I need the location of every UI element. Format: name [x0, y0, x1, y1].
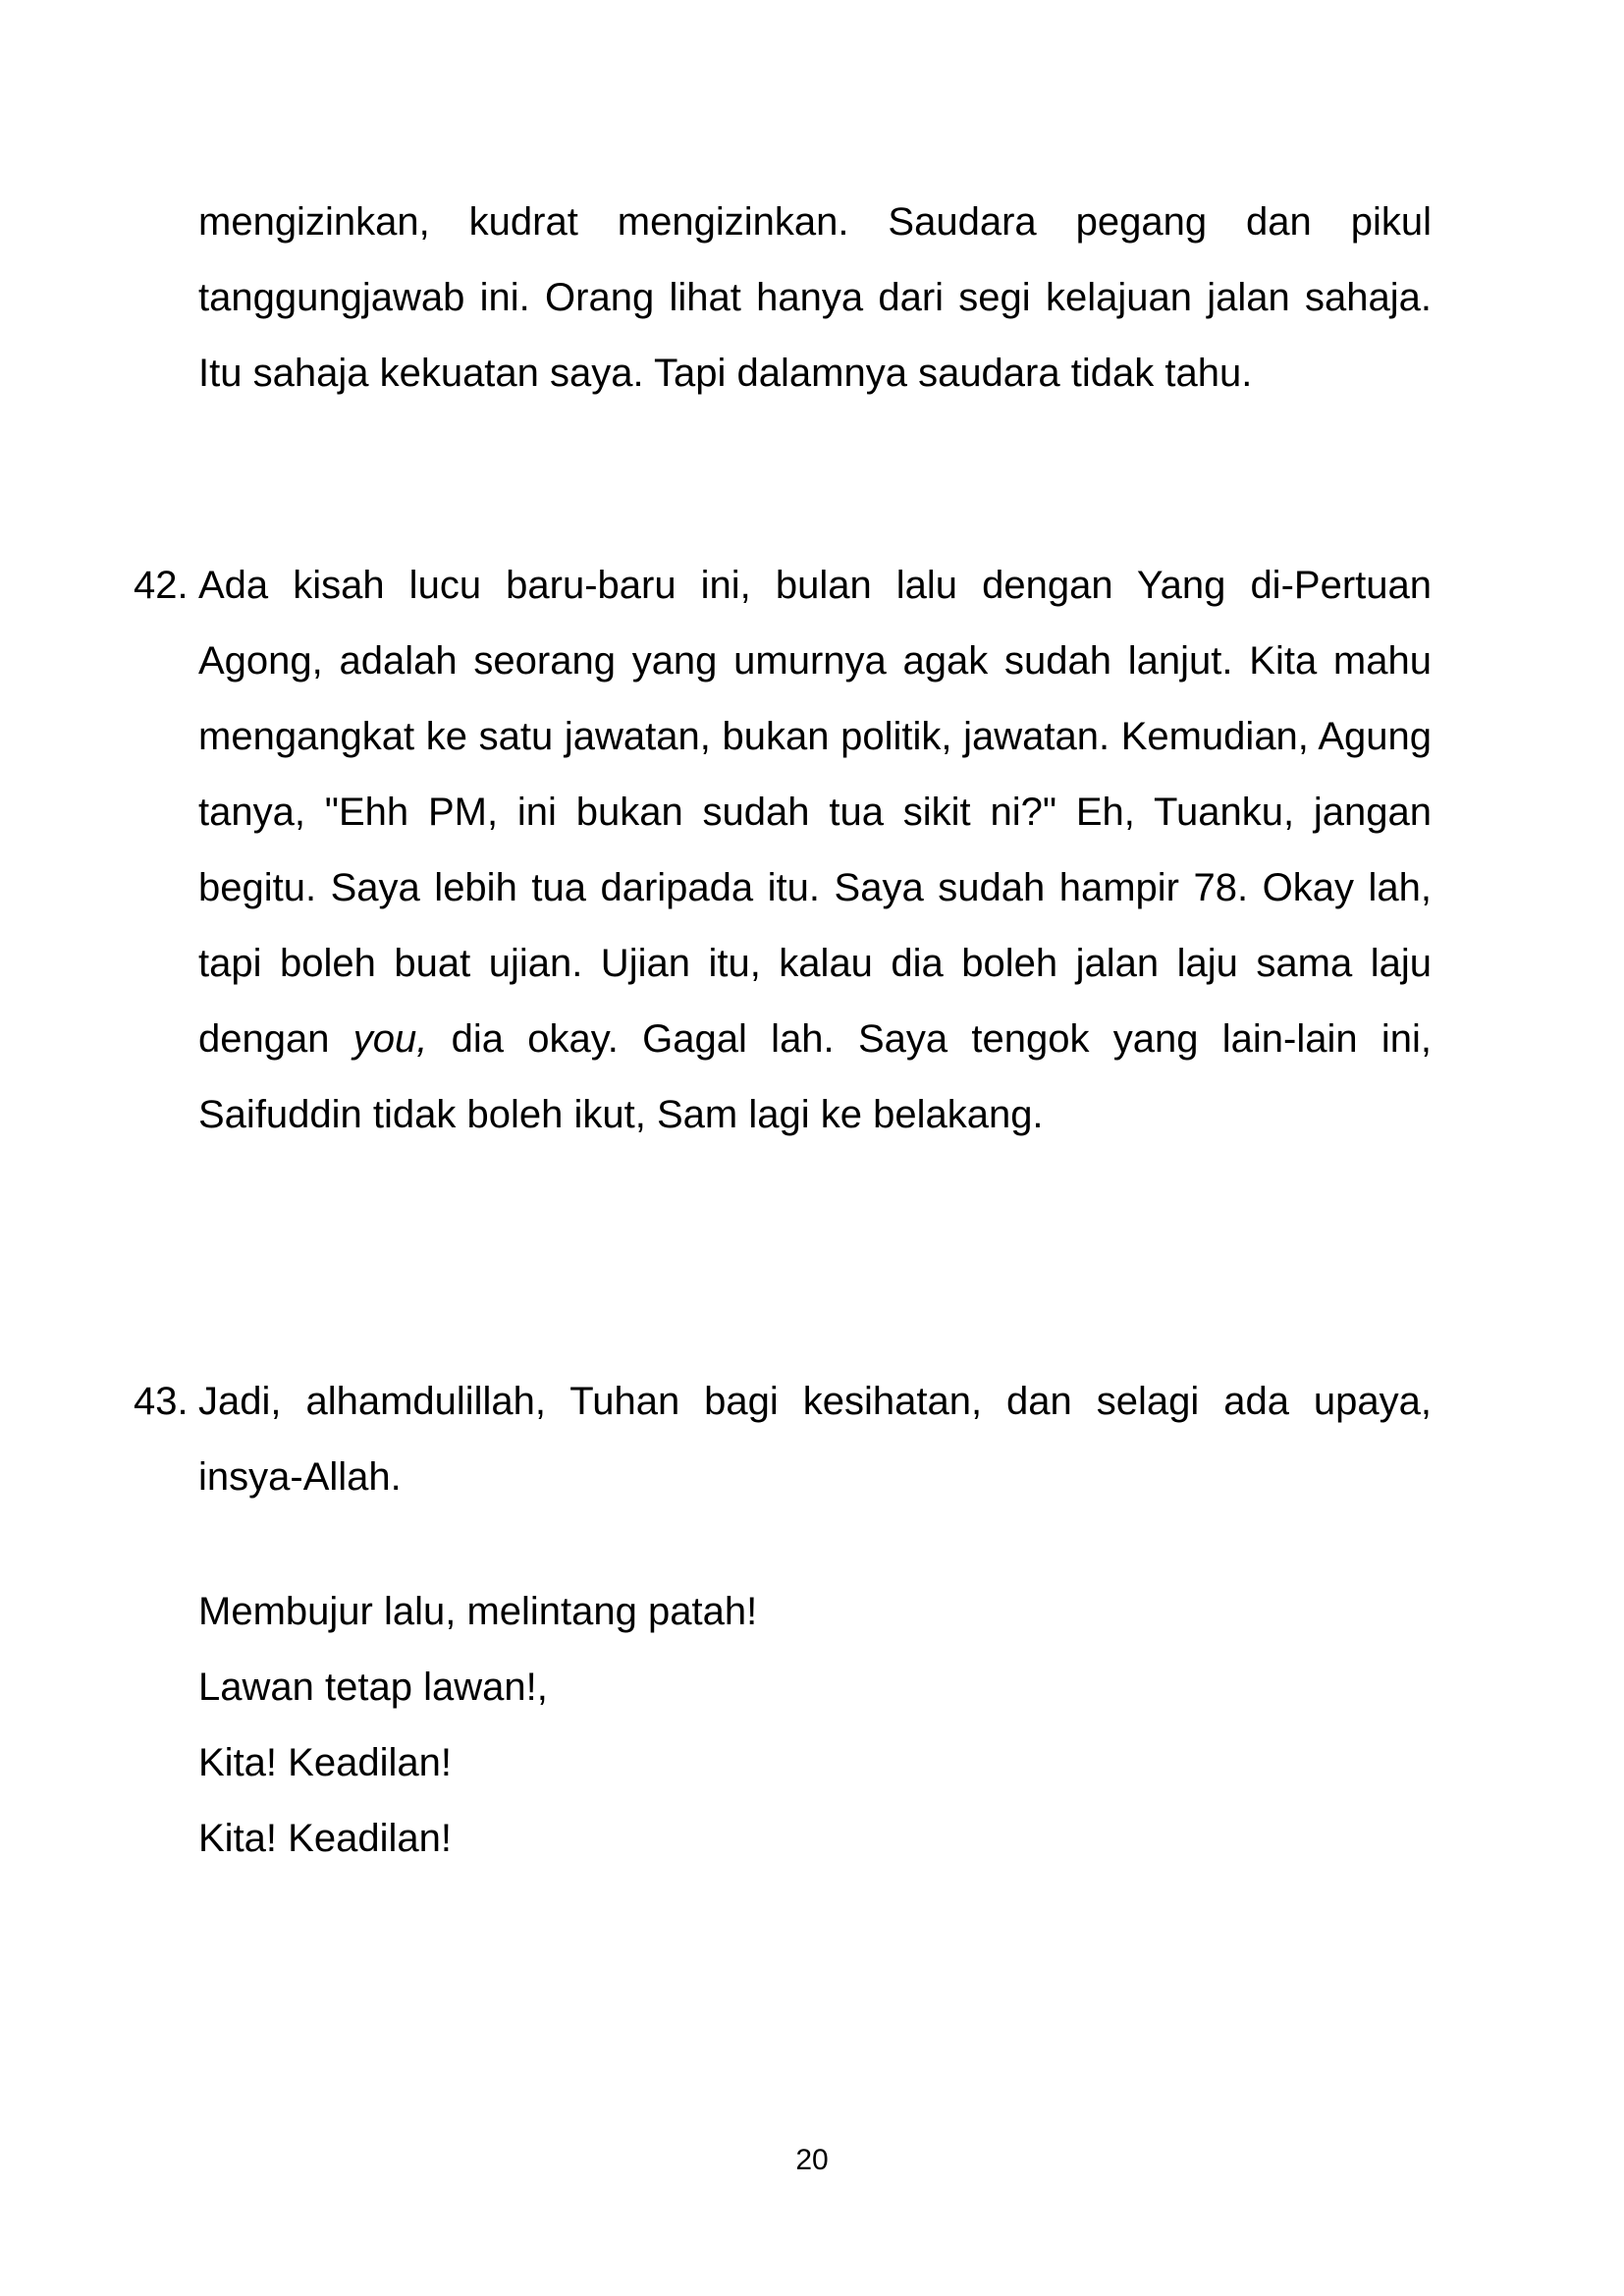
closing-line: Membujur lalu, melintang patah!: [198, 1590, 758, 1633]
continuation-text: mengizinkan, kudrat mengizinkan. Saudara pegang dan pikul tanggungjawab ini. Orang lihat hanya dari segi kelajuan jalan sahaja. Itu sahaja kekuatan saya. Tapi dalamnya saudara tidak tahu.: [198, 200, 1432, 395]
paragraph-text-part: dia okay. Gagal lah. Saya tengok yang lain-lain ini, Saifuddin tidak boleh ikut, Sam lagi ke belakang.: [198, 1017, 1432, 1136]
paragraph-text: Jadi, alhamdulillah, Tuhan bagi kesihatan, dan selagi ada upaya, insya-Allah.: [198, 1380, 1432, 1499]
closing-slogans: [198, 1574, 757, 1877]
paragraph-text-part: Ada kisah lucu baru-baru ini, bulan lalu dengan Yang di-Pertuan Agong, adalah seorang yang umurnya agak sudah lanjut. Kita mahu mengangkat ke satu jawatan, bukan politik, jawatan. Kemudian, Agung tanya, "Ehh PM, ini bukan sudah tua sikit ni?" Eh, Tuanku, jangan begitu. Saya lebih tua daripada itu. Saya sudah hampir 78. Okay lah, tapi boleh buat ujian. Ujian itu, kalau dia boleh jalan laju sama laju dengan: [198, 564, 1432, 1061]
paragraph-42: [134, 548, 1432, 1153]
page-number: 20: [795, 2144, 829, 2176]
closing-line: Lawan tetap lawan!,: [198, 1666, 548, 1709]
continuation-paragraph: [198, 185, 1432, 411]
paragraph-number: 42.: [134, 564, 189, 607]
paragraph-43: [134, 1364, 1432, 1515]
closing-line: Kita! Keadilan!: [198, 1741, 452, 1784]
paragraph-italic-word: you,: [352, 1017, 428, 1061]
closing-line: Kita! Keadilan!: [198, 1817, 452, 1860]
paragraph-number: 43.: [134, 1380, 189, 1423]
